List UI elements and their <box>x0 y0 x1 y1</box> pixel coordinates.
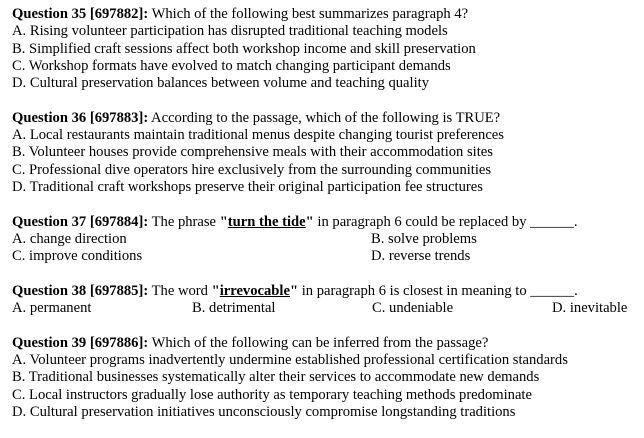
highlighted-word: irrevocable <box>219 282 290 299</box>
question-35 <box>12 6 644 92</box>
option-d: D. inevitable <box>552 300 628 317</box>
option-c: C. Workshop formats have evolved to match changing participant demands <box>12 57 451 74</box>
option-a: A. Volunteer programs inadvertently undermine established professional certification standards <box>12 351 568 368</box>
question-text: Which of the following best summarizes paragraph 4? <box>148 6 469 22</box>
close-quote: " <box>289 282 299 299</box>
close-quote: " <box>305 213 314 230</box>
question-label: Question 36 [697883]: <box>12 109 149 126</box>
option-b: B. Volunteer houses provide comprehensive meals with their accommodation sites <box>12 144 493 161</box>
option-c: C. Local instructors gradually lose authority as temporary teaching methods predominate <box>12 386 532 403</box>
question-label: Question 37 [697884]: <box>12 213 149 230</box>
question-label: Question 39 [697886]: <box>12 334 149 351</box>
question-text: Which of the following can be inferred from the passage? <box>148 334 489 351</box>
question-text-before: The phrase <box>148 213 220 230</box>
question-stem <box>12 110 644 127</box>
option-d: D. Traditional craft workshops preserve their original participation fee structures <box>12 178 483 195</box>
option-c: C. improve conditions <box>12 248 143 265</box>
open-quote: " <box>219 213 228 230</box>
highlighted-phrase: turn the tide <box>227 213 306 230</box>
question-text-after: in paragraph 6 is closest in meaning to ______. <box>298 282 578 299</box>
option-a: A. permanent <box>12 300 92 317</box>
option-d: D. Cultural preservation balances between volume and teaching quality <box>12 75 429 92</box>
question-text-before: The word <box>148 282 212 299</box>
question-text: According to the passage, which of the following is TRUE? <box>148 109 501 126</box>
question-stem <box>12 214 644 231</box>
option-a: A. Local restaurants maintain traditional menus despite changing tourist preferences <box>12 127 504 144</box>
question-stem <box>12 6 644 23</box>
question-37 <box>12 214 644 266</box>
option-b: B. Simplified craft sessions affect both workshop income and skill preservation <box>12 40 476 57</box>
option-c: C. Professional dive operators hire exclusively from the surrounding communities <box>12 161 492 178</box>
question-text-after: in paragraph 6 could be replaced by ______. <box>313 213 578 230</box>
option-b: B. Traditional businesses systematically alter their services to accommodate new demands <box>12 369 540 386</box>
option-a: A. change direction <box>12 230 127 247</box>
option-a: A. Rising volunteer participation has disrupted traditional teaching models <box>12 23 448 40</box>
question-38 <box>12 283 644 318</box>
question-stem <box>12 335 644 352</box>
open-quote: " <box>211 282 220 299</box>
option-b: B. detrimental <box>192 300 276 317</box>
question-stem <box>12 283 644 300</box>
option-c: C. undeniable <box>372 300 454 317</box>
question-label: Question 38 [697885]: <box>12 282 149 299</box>
question-36 <box>12 110 644 196</box>
option-d: D. reverse trends <box>371 248 471 265</box>
question-39 <box>12 335 644 421</box>
option-b: B. solve problems <box>371 230 477 247</box>
option-d: D. Cultural preservation initiatives unconsciously compromise longstanding traditions <box>12 403 516 420</box>
question-label: Question 35 [697882]: <box>12 6 149 22</box>
